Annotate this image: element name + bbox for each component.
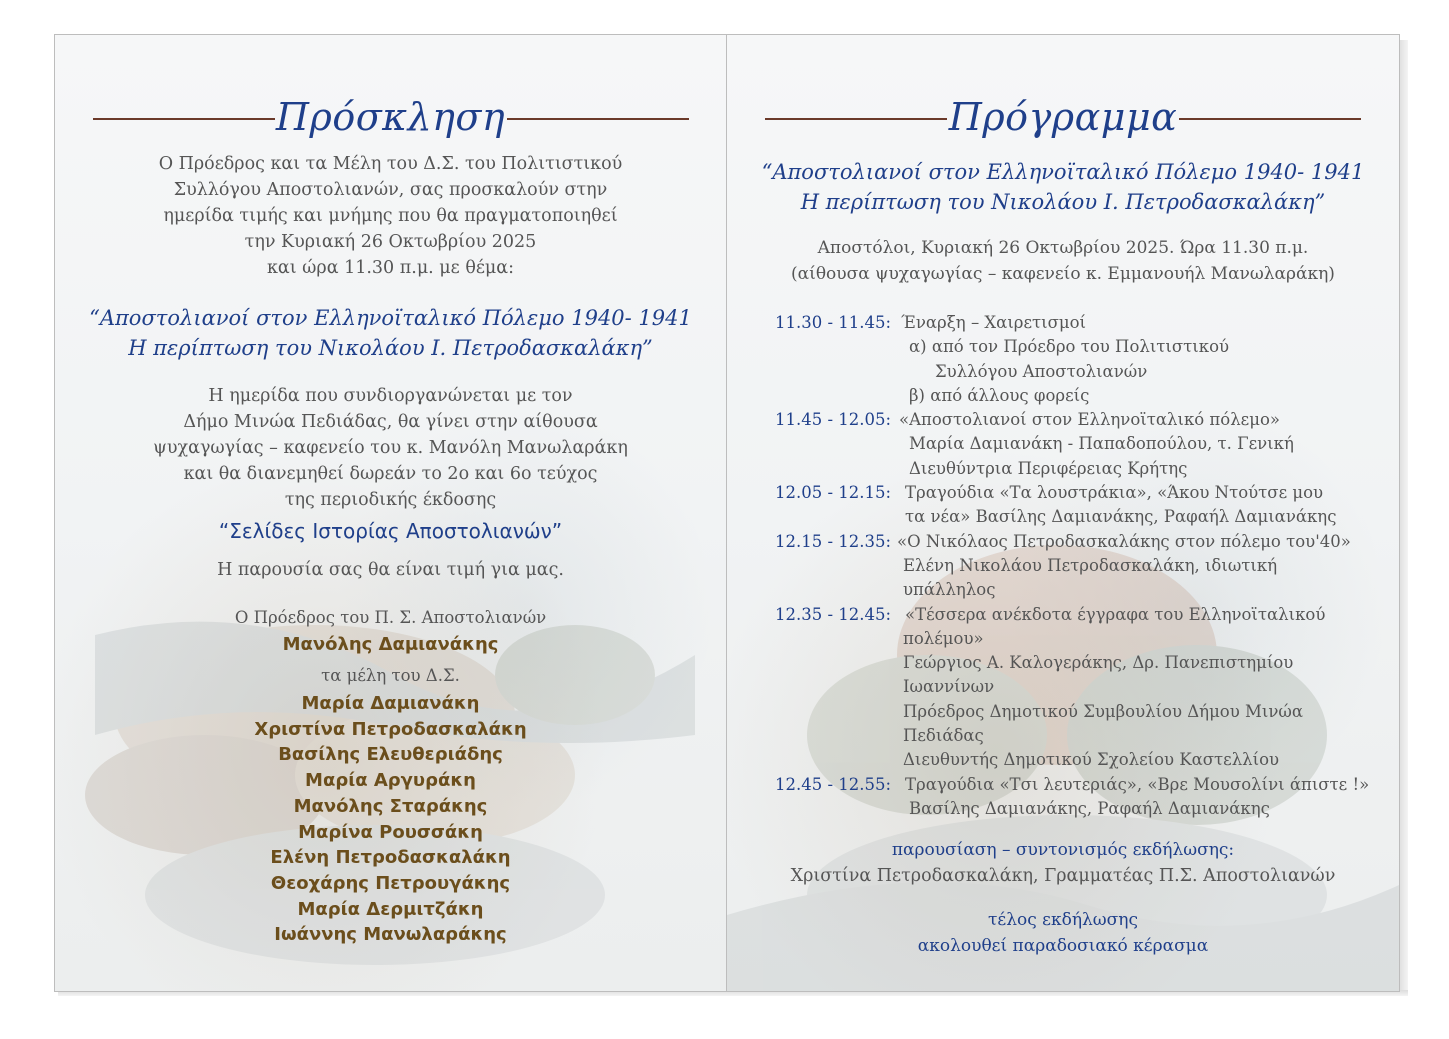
president-name: Μανόλης Δαμιανάκης (282, 634, 499, 655)
program-schedule (775, 311, 1395, 821)
member-name: Βασίλης Ελευθεριάδης (278, 744, 503, 766)
closing-line: ακολουθεί παραδοσιακό κέρασμα (917, 936, 1209, 956)
venue-line: Αποστόλοι, Κυριακή 26 Οκτωβρίου 2025. Ώρα 11.30 π.μ. (817, 238, 1309, 258)
schedule-text: Μαρία Δαμιανάκη - Παπαδοπούλου, τ. Γενική (909, 434, 1294, 454)
schedule-text: Έναρξη – Χαιρετισμοί (901, 313, 1087, 332)
details-line: Δήμο Μινώα Πεδιάδας, θα γίνει στην αίθουσα (183, 412, 598, 432)
members-list (55, 691, 726, 948)
member-name: Μαρίνα Ρουσσάκη (298, 821, 483, 843)
schedule-text: «Τέσσερα ανέκδοτα έγγραφα του Ελληνοϊταλικού (905, 604, 1326, 624)
schedule-text: Βασίλης Δαμιανάκης, Ραφαήλ Δαμιανάκης (909, 798, 1270, 818)
intro-line: την Κυριακή 26 Οκτωβρίου 2025 (244, 232, 537, 252)
venue-line: (αίθουσα ψυχαγωγίας – καφενείο κ. Εμμανουήλ Μανωλαράκη) (791, 264, 1335, 284)
member-name: Ιωάννης Μανωλαράκης (274, 924, 507, 946)
program-theme (727, 157, 1399, 217)
heading-rule-right (1179, 118, 1361, 120)
presenter: Χριστίνα Πετροδασκαλάκη, Γραμματέας Π.Σ. Αποστολιανών (790, 866, 1336, 886)
member-name: Χριστίνα Πετροδασκαλάκη (254, 718, 527, 740)
invitation-title: Πρόσκληση (275, 95, 506, 139)
schedule-time: 11.45 - 12.05: (775, 410, 892, 430)
schedule-row (775, 773, 1395, 797)
invitation-theme (55, 303, 726, 363)
schedule-text: Πεδιάδας (903, 726, 984, 746)
theme-line: “Αποστολιανοί στον Ελληνοϊταλικό Πόλεμο 1940- 1941 (89, 306, 692, 330)
details-line: της περιοδικής έκδοσης (284, 490, 497, 510)
member-name: Θεοχάρης Πετρουγάκης (270, 872, 511, 894)
schedule-time: 12.35 - 12.45: (775, 604, 892, 624)
schedule-time: 12.15 - 12.35: (775, 531, 892, 551)
schedule-text: πολέμου» (903, 628, 984, 648)
schedule-row (775, 481, 1395, 505)
member-name: Μαρία Αργυράκη (305, 770, 476, 792)
schedule-row (775, 408, 1395, 432)
invitation-intro (55, 151, 726, 281)
members-label: τα μέλη του Δ.Σ. (321, 666, 460, 685)
schedule-text: Τραγούδια «Τσι λευτεριάς», «Βρε Μουσολίνι άπιστε !» (905, 774, 1370, 794)
schedule-row (775, 311, 1395, 335)
intro-line: Ο Πρόεδρος και τα Μέλη του Δ.Σ. του Πολιτιστικού (158, 154, 623, 174)
schedule-time: 11.30 - 11.45: (775, 313, 892, 332)
schedule-text: Διευθύντρια Περιφέρειας Κρήτης (909, 458, 1188, 478)
intro-line: ημερίδα τιμής και μνήμης που θα πραγματοποιηθεί (163, 206, 618, 226)
invitation-heading (55, 95, 726, 145)
schedule-text: Γεώργιος Α. Καλογεράκης, Δρ. Πανεπιστημίου (903, 653, 1294, 673)
theme-line: Η περίπτωση του Νικολάου Ι. Πετροδασκαλάκη” (800, 190, 1326, 214)
schedule-text: «Ο Νικόλαος Πετροδασκαλάκης στον πόλεμο του'40» (897, 531, 1351, 551)
member-name: Ελένη Πετροδασκαλάκη (270, 847, 511, 869)
details-line: ψυχαγωγίας – καφενείο του κ. Μανόλη Μανωλαράκη (153, 438, 628, 458)
program-page (726, 34, 1400, 992)
schedule-text: «Αποστολιανοί στον Ελληνοϊταλικό πόλεμο» (899, 410, 1280, 430)
program-venue (727, 235, 1399, 287)
invitation-page (54, 34, 727, 992)
schedule-text: Διευθυντής Δημοτικού Σχολείου Καστελλίου (903, 750, 1280, 770)
schedule-time: 12.05 - 12.15: (775, 483, 892, 503)
schedule-time: 12.45 - 12.55: (775, 774, 892, 794)
schedule-text: β) από άλλους φορείς (909, 385, 1090, 405)
invitation-details (55, 383, 726, 513)
intro-line: Συλλόγου Αποστολιανών, σας προσκαλούν στην (173, 180, 608, 200)
heading-rule-right (507, 118, 689, 120)
presentation-label: παρουσίαση – συντονισμός εκδήλωσης: (891, 840, 1235, 860)
schedule-text: Πρόεδρος Δημοτικού Συμβουλίου Δήμου Μινώα (903, 701, 1303, 721)
program-title: Πρόγραμμα (948, 95, 1178, 139)
schedule-text: υπάλληλος (903, 580, 996, 600)
member-name: Μαρία Δαμιανάκη (301, 693, 480, 714)
closing-line: τέλος εκδήλωσης (988, 910, 1138, 930)
schedule-row (775, 603, 1395, 627)
schedule-text: α) από τον Πρόεδρο του Πολιτιστικού (909, 337, 1230, 357)
closing-notes (727, 907, 1399, 959)
schedule-text: Ιωαννίνων (903, 677, 995, 697)
schedule-text: τα νέα» Βασίλης Δαμιανάκης, Ραφαήλ Δαμιανάκης (905, 507, 1337, 527)
details-line: Η ημερίδα που συνδιοργανώνεται με τον (208, 386, 573, 406)
theme-line: Η περίπτωση του Νικολάου Ι. Πετροδασκαλάκη” (128, 336, 653, 360)
schedule-row (775, 530, 1395, 554)
schedule-text: Συλλόγου Αποστολιανών (935, 361, 1148, 381)
program-heading (727, 95, 1399, 145)
details-line: και θα διανεμηθεί δωρεάν το 2ο και 6ο τεύχος (183, 464, 598, 484)
schedule-text: Τραγούδια «Τα λουστράκια», «Άκου Ντούτσε μου (905, 483, 1324, 503)
member-name: Μανόλης Σταράκης (293, 795, 488, 817)
president-label: Ο Πρόεδρος του Π. Σ. Αποστολιανών (234, 608, 547, 627)
honor-line: Η παρουσία σας θα είναι τιμή για μας. (217, 560, 564, 580)
theme-line: “Αποστολιανοί στον Ελληνοϊταλικό Πόλεμο 1940- 1941 (761, 160, 1365, 184)
schedule-text: Ελένη Νικολάου Πετροδασκαλάκη, ιδιωτική (903, 555, 1278, 575)
member-name: Μαρία Δερμιτζάκη (297, 898, 484, 920)
intro-line: και ώρα 11.30 π.μ. με θέμα: (266, 258, 515, 278)
publication-title: “Σελίδες Ιστορίας Αποστολιανών” (218, 519, 563, 543)
